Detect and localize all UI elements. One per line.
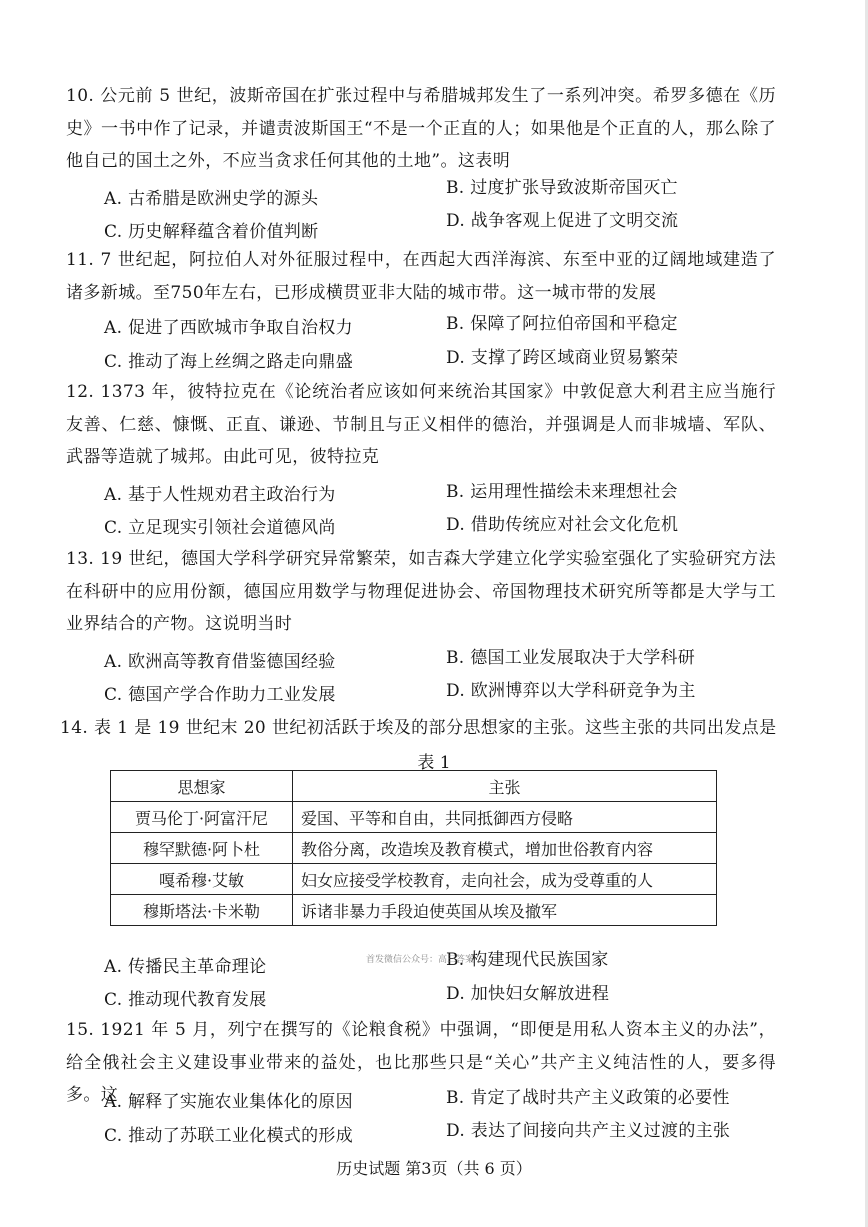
q10-option-a: A. 古希腊是欧洲史学的源头 — [104, 189, 319, 209]
q15-option-c: C. 推动了苏联工业化模式的形成 — [104, 1126, 354, 1146]
table-cell-thinker: 嘎希穆·艾敏 — [111, 864, 293, 895]
table-header-thinker: 思想家 — [111, 771, 293, 802]
table-cell-thinker: 贾马伦丁·阿富汗尼 — [111, 802, 293, 833]
q10-option-c: C. 历史解释蕴含着价值判断 — [104, 222, 319, 242]
table-row — [111, 864, 717, 895]
table-cell-claim: 爱国、平等和自由，共同抵御西方侵略 — [293, 802, 717, 833]
q14-option-c: C. 推动现代教育发展 — [104, 990, 267, 1010]
q11-option-a: A. 促进了西欧城市争取自治权力 — [104, 318, 353, 338]
q11-option-c: C. 推动了海上丝绸之路走向鼎盛 — [104, 352, 354, 372]
question-13: 13. 19 世纪，德国大学科学研究异常繁荣，如吉森大学建立化学实验室强化了实验研究方法在科研中的应用份额，德国应用数学与物理促进协会、帝国物理技术研究所等都是大学与工业界结合的产物。这说明当时 — [66, 549, 776, 634]
table-header-claim: 主张 — [293, 771, 717, 802]
q14-option-d: D. 加快妇女解放进程 — [446, 984, 610, 1004]
q12-option-d: D. 借助传统应对社会文化危机 — [446, 515, 679, 535]
q12-option-a: A. 基于人性规劝君主政治行为 — [104, 485, 336, 505]
table-cell-claim: 诉诸非暴力手段迫使英国从埃及撤军 — [293, 895, 717, 926]
watermark-text: 首发微信公众号：高三答案 — [366, 955, 475, 965]
q10-option-d: D. 战争客观上促进了文明交流 — [446, 211, 679, 231]
table-cell-thinker: 穆斯塔法·卡米勒 — [111, 895, 293, 926]
q12-option-c: C. 立足现实引领社会道德风尚 — [104, 518, 336, 538]
q13-option-c: C. 德国产学合作助力工业发展 — [104, 685, 336, 705]
q13-option-b: B. 德国工业发展取决于大学科研 — [446, 648, 696, 668]
question-12: 12. 1373 年，彼特拉克在《论统治者应该如何来统治其国家》中敦促意大利君主应当施行友善、仁慈、慷慨、正直、谦逊、节制且与正义相伴的德治，并强调是人而非城墙、军队、武器等造就了城邦。由此可见，彼特拉克 — [66, 382, 776, 467]
table-row — [111, 895, 717, 926]
q11-option-d: D. 支撑了跨区域商业贸易繁荣 — [446, 348, 679, 368]
q15-option-b: B. 肯定了战时共产主义政策的必要性 — [446, 1088, 730, 1108]
q11-option-b: B. 保障了阿拉伯帝国和平稳定 — [446, 314, 678, 334]
q12-option-b: B. 运用理性描绘未来理想社会 — [446, 482, 678, 502]
question-10: 10. 公元前 5 世纪，波斯帝国在扩张过程中与希腊城邦发生了一系列冲突。希罗多德在《历史》一书中作了记录，并谴责波斯国王“不是一个正直的人；如果他是个正直的人，那么除了他自己的国土之外，不应当贪求任何其他的土地”。这表明 — [66, 86, 776, 171]
q13-option-d: D. 欧洲博弈以大学科研竞争为主 — [446, 681, 696, 701]
q15-option-a: A. 解释了实施农业集体化的原因 — [104, 1092, 353, 1112]
table-cell-claim: 教俗分离，改造埃及教育模式，增加世俗教育内容 — [293, 833, 717, 864]
question-14: 14. 表 1 是 19 世纪末 20 世纪初活跃于埃及的部分思想家的主张。这些主张的共同出发点是 — [60, 718, 777, 738]
q14-option-b: B. 构建现代民族国家 — [446, 950, 609, 970]
table-row — [111, 833, 717, 864]
page-footer: 历史试题 第3页（共 6 页） — [336, 1159, 532, 1178]
table-caption: 表 1 — [417, 753, 451, 773]
table-row — [111, 802, 717, 833]
thinkers-table — [110, 770, 717, 926]
table-cell-claim: 妇女应接受学校教育，走向社会，成为受尊重的人 — [293, 864, 717, 895]
table-cell-thinker: 穆罕默德·阿卜杜 — [111, 833, 293, 864]
question-15: 15. 1921 年 5 月，列宁在撰写的《论粮食税》中强调，“即便是用私人资本主义的办法”，给全俄社会主义建设事业带来的益处，也比那些只是“关心”共产主义纯洁性的人，要多得多。这 — [66, 1020, 776, 1105]
q10-option-b: B. 过度扩张导致波斯帝国灭亡 — [446, 178, 678, 198]
question-11: 11. 7 世纪起，阿拉伯人对外征服过程中，在西起大西洋海滨、东至中亚的辽阔地域建造了诸多新城。至750年左右，已形成横贯亚非大陆的城市带。这一城市带的发展 — [66, 250, 776, 303]
table-header-row — [111, 771, 717, 802]
q15-option-d: D. 表达了间接向共产主义过渡的主张 — [446, 1121, 731, 1141]
q14-option-a: A. 传播民主革命理论 — [104, 957, 267, 977]
q13-option-a: A. 欧洲高等教育借鉴德国经验 — [104, 652, 336, 672]
